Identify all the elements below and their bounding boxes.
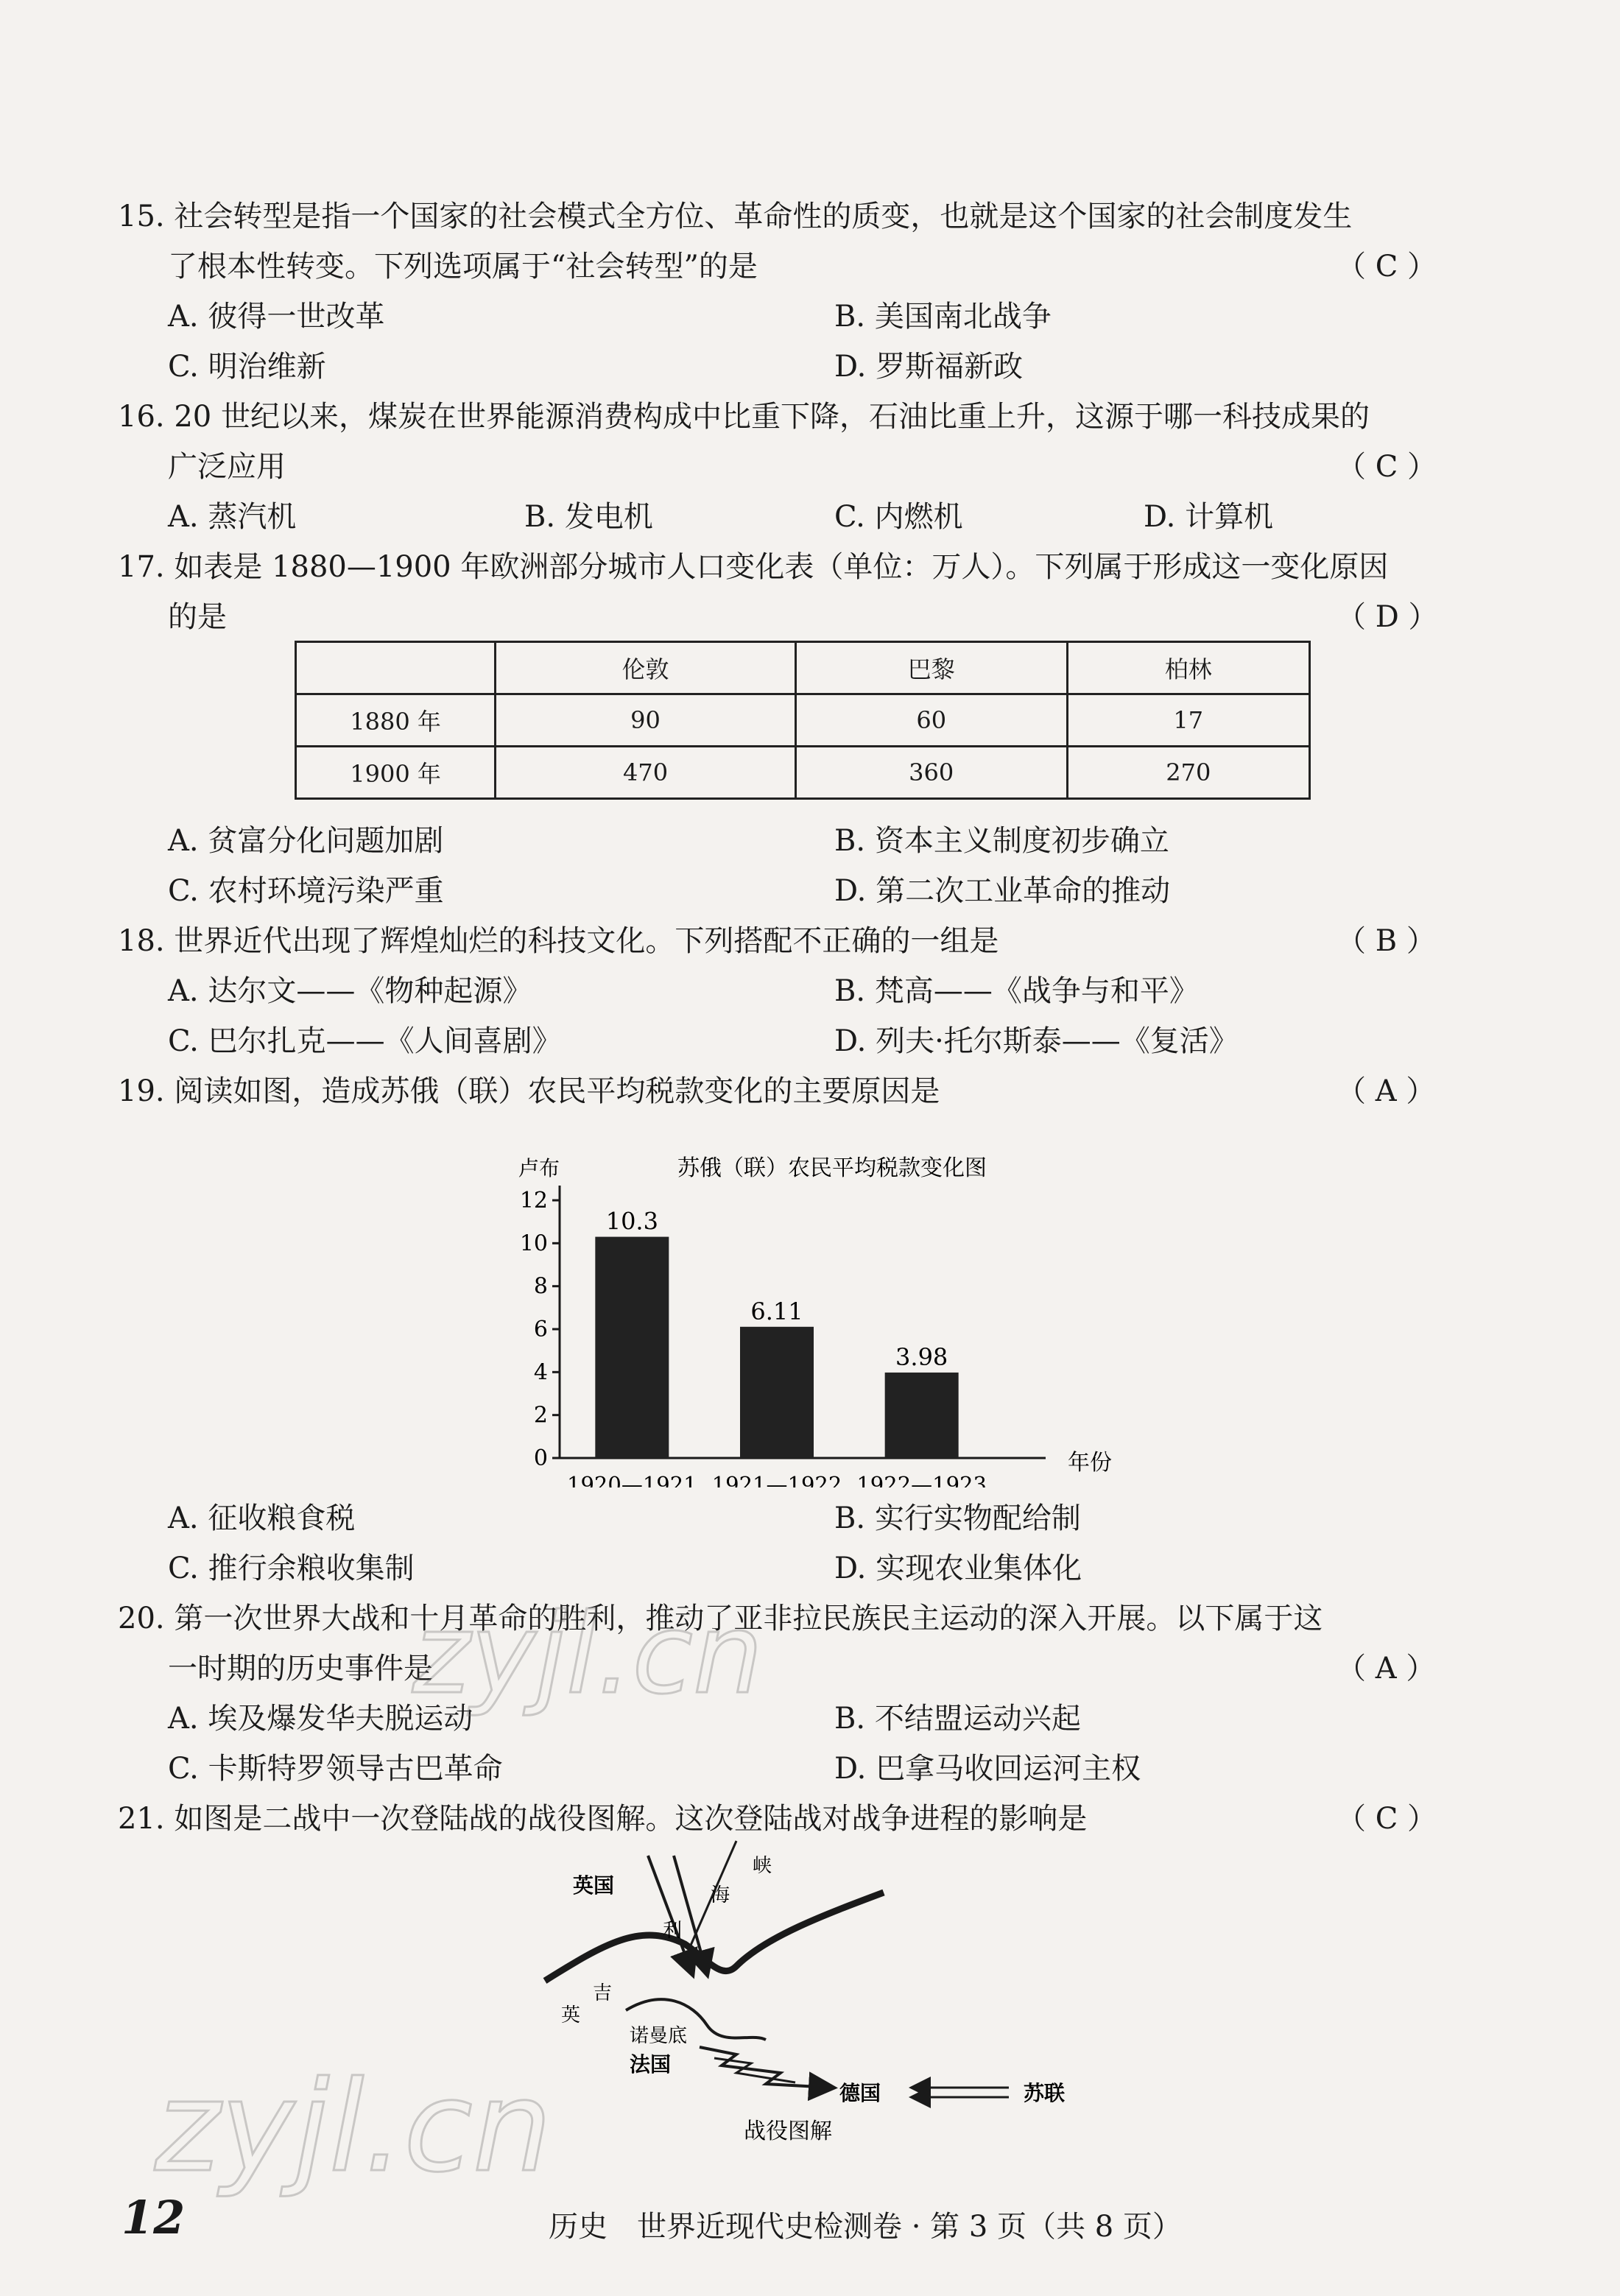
- chart-y-tick-label: 12: [519, 1188, 548, 1214]
- population-table: [295, 641, 1311, 800]
- q19-stem: 19. 阅读如图，造成苏俄（联）农民平均税款变化的主要原因是: [118, 1074, 940, 1108]
- q20-stem-line2: 一时期的历史事件是: [168, 1652, 433, 1686]
- table-header-cell: 柏林: [1067, 642, 1309, 694]
- q16-stem-line2: 广泛应用: [168, 450, 286, 484]
- q15-option-a: A. 彼得一世改革: [168, 300, 385, 334]
- q21-answer: （ C ）: [1336, 1802, 1437, 1836]
- page-number: 12: [122, 2191, 186, 2244]
- chart-y-tick-label: 6: [533, 1317, 548, 1342]
- q19-option-d: D. 实现农业集体化: [834, 1552, 1082, 1585]
- q16-answer: （ C ）: [1336, 450, 1437, 484]
- q17-option-d: D. 第二次工业革命的推动: [834, 874, 1171, 908]
- q15-option-d: D. 罗斯福新政: [834, 350, 1024, 384]
- chart-bar: [885, 1373, 959, 1458]
- table-cell: 17: [1067, 694, 1309, 747]
- q18-option-c: C. 巴尔扎克——《人间喜剧》: [168, 1024, 562, 1058]
- label-strait-char: 峡: [753, 1855, 772, 1877]
- q18-option-b: B. 梵高——《战争与和平》: [834, 974, 1199, 1008]
- chart-ylabel: 卢布: [518, 1156, 560, 1180]
- q17-stem-line2: 的是: [168, 600, 227, 634]
- table-cell: 360: [795, 747, 1067, 799]
- q16-option-b: B. 发电机: [524, 500, 653, 534]
- landing-arrow: [674, 1856, 707, 1973]
- chart-y-tick-label: 10: [519, 1230, 548, 1257]
- q20-option-c: C. 卡斯特罗领导古巴革命: [168, 1752, 503, 1786]
- q16-option-c: C. 内燃机: [834, 500, 963, 534]
- table-header-cell: 伦敦: [496, 642, 796, 694]
- table-cell: 1880 年: [296, 694, 496, 747]
- q15-stem-line1: 15. 社会转型是指一个国家的社会模式全方位、革命性的质变，也就是这个国家的社会制度发生: [118, 200, 1353, 233]
- watermark: zyjl.cn: [155, 2054, 552, 2200]
- q21-stem: 21. 如图是二战中一次登陆战的战役图解。这次登陆战对战争进程的影响是: [118, 1802, 1088, 1836]
- table-cell: 470: [496, 747, 796, 799]
- label-strait-char: 海: [711, 1884, 730, 1906]
- q17-answer: （ D ）: [1336, 600, 1438, 634]
- label-ussr: 苏联: [1024, 2081, 1066, 2105]
- q17-option-c: C. 农村环境污染严重: [168, 874, 444, 908]
- table-header-cell: [296, 642, 496, 694]
- chart-y-tick-label: 8: [533, 1273, 548, 1300]
- q17-option-a: A. 贫富分化问题加剧: [168, 824, 444, 858]
- label-strait-char: 英: [561, 2004, 581, 2026]
- q19-option-c: C. 推行余粮收集制: [168, 1552, 415, 1585]
- q19-answer: （ A ）: [1336, 1074, 1436, 1108]
- q18-answer: （ B ）: [1336, 924, 1436, 958]
- chart-title: 苏俄（联）农民平均税款变化图: [677, 1155, 987, 1181]
- q20-stem-line1: 20. 第一次世界大战和十月革命的胜利，推动了亚非拉民族民主运动的深入开展。以下属于这: [118, 1602, 1323, 1635]
- table-row: [296, 694, 1310, 747]
- chart-x-tick-label: 1920—1921: [567, 1472, 697, 1487]
- map-caption: 战役图解: [744, 2119, 832, 2143]
- table-row: [296, 747, 1310, 799]
- q17-stem-line1: 17. 如表是 1880—1900 年欧洲部分城市人口变化表（单位：万人）。下列属于形成这一变化原因: [118, 550, 1389, 584]
- table-cell: 270: [1067, 747, 1309, 799]
- q16-option-d: D. 计算机: [1144, 500, 1274, 534]
- chart-bar: [595, 1237, 669, 1458]
- q19-option-b: B. 实行实物配给制: [834, 1501, 1081, 1535]
- q15-stem-line2: 了根本性转变。下列选项属于“社会转型”的是: [168, 250, 758, 284]
- label-uk: 英国: [573, 1873, 615, 1898]
- q15-option-b: B. 美国南北战争: [834, 300, 1052, 334]
- label-germany: 德国: [839, 2081, 881, 2105]
- q18-option-a: A. 达尔文——《物种起源》: [168, 974, 532, 1008]
- q20-option-b: B. 不结盟运动兴起: [834, 1702, 1081, 1736]
- q20-answer: （ A ）: [1336, 1652, 1436, 1686]
- chart-data-label: 3.98: [895, 1342, 948, 1371]
- label-strait-char: 吉: [593, 1982, 613, 2004]
- chart-data-label: 10.3: [605, 1207, 658, 1236]
- label-france: 法国: [630, 2052, 672, 2077]
- table-cell: 1900 年: [296, 747, 496, 799]
- chart-data-label: 6.11: [750, 1297, 803, 1325]
- tax-bar-chart: [508, 1149, 1112, 1487]
- q20-option-d: D. 巴拿马收回运河主权: [834, 1752, 1141, 1786]
- q15-answer: （ C ）: [1336, 250, 1437, 284]
- table-header-row: [296, 642, 1310, 694]
- q20-option-a: A. 埃及爆发华夫脱运动: [168, 1702, 473, 1736]
- battle-map: [515, 1834, 1119, 2143]
- table-cell: 60: [795, 694, 1067, 747]
- chart-bar: [740, 1327, 814, 1458]
- table-cell: 90: [496, 694, 796, 747]
- label-normandy: 诺曼底: [630, 2025, 688, 2047]
- watermark: zyjl.cn: [412, 1591, 764, 1719]
- chart-xlabel: 年份: [1068, 1450, 1112, 1476]
- q15-option-c: C. 明治维新: [168, 350, 326, 384]
- tax-bar-chart-svg: [508, 1149, 1112, 1487]
- chart-y-tick-label: 2: [533, 1402, 548, 1429]
- label-strait-char: 利: [663, 1920, 683, 1942]
- q19-option-a: A. 征收粮食税: [168, 1501, 356, 1535]
- advance-arrow: [700, 2047, 832, 2088]
- chart-y-tick-label: 0: [533, 1445, 548, 1471]
- q18-option-d: D. 列夫·托尔斯泰——《复活》: [834, 1024, 1239, 1058]
- q18-stem: 18. 世界近代出现了辉煌灿烂的科技文化。下列搭配不正确的一组是: [118, 924, 999, 958]
- chart-x-tick-label: 1922—1923: [856, 1472, 987, 1487]
- chart-y-tick-label: 4: [533, 1359, 548, 1386]
- q16-stem-line1: 16. 20 世纪以来，煤炭在世界能源消费构成中比重下降，石油比重上升，这源于哪一科技成果的: [118, 400, 1370, 434]
- table-header-cell: 巴黎: [795, 642, 1067, 694]
- q17-option-b: B. 资本主义制度初步确立: [834, 824, 1169, 858]
- page-footer: 历史 世界近现代史检测卷 · 第 3 页（共 8 页）: [549, 2210, 1182, 2244]
- battle-map-svg: [515, 1834, 1119, 2143]
- q16-option-a: A. 蒸汽机: [168, 500, 297, 534]
- chart-x-tick-label: 1921—1922: [711, 1472, 842, 1487]
